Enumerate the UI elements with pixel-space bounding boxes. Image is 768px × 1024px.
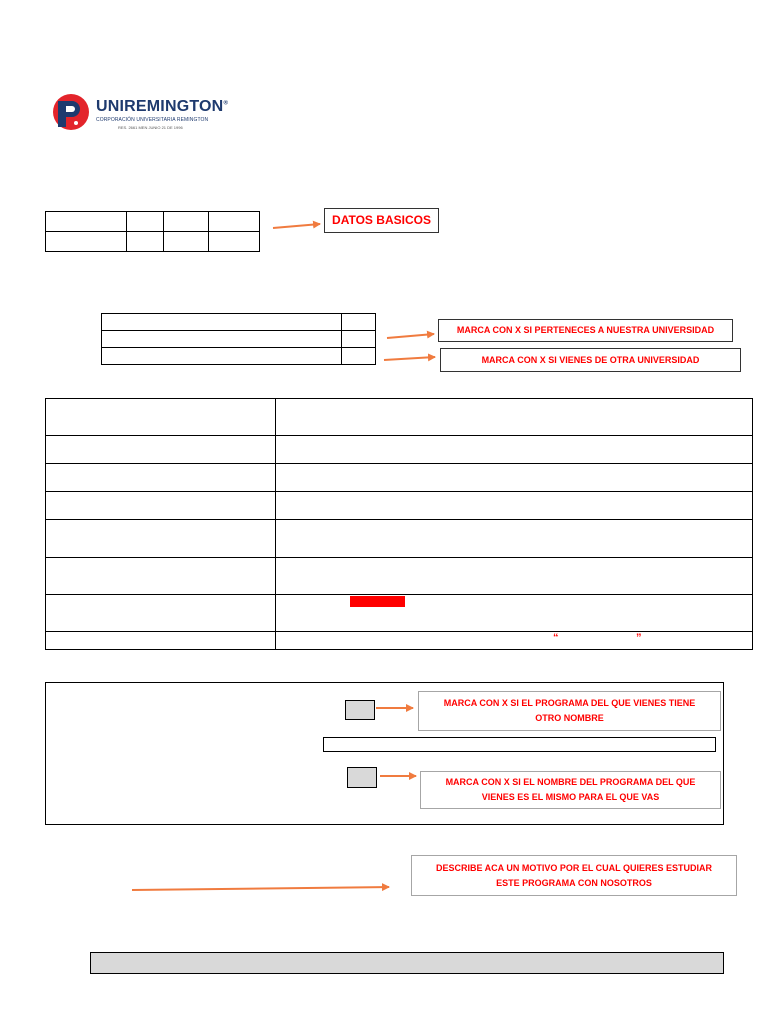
- program-other-name-checkbox[interactable]: [345, 700, 375, 720]
- field-value-cell[interactable]: [276, 464, 753, 492]
- date-cell[interactable]: [209, 212, 260, 232]
- logo-resolution: RES. 2661 MEN JUNIO 21 DE 1996: [118, 125, 183, 130]
- table-row: [46, 399, 753, 436]
- date-cell[interactable]: [46, 212, 127, 232]
- field-value-cell[interactable]: [276, 558, 753, 595]
- note-programa-otro-nombre: MARCA CON X SI EL PROGRAMA DEL QUE VIENES TIENE OTRO NOMBRE: [418, 691, 721, 731]
- field-value-cell[interactable]: [276, 632, 753, 650]
- mark-cell[interactable]: [342, 331, 376, 348]
- table-row: [46, 520, 753, 558]
- university-table: [101, 313, 376, 365]
- logo-name: UNIREMINGTON®: [96, 98, 229, 115]
- field-value-cell[interactable]: [276, 595, 753, 632]
- field-label-cell: [46, 632, 276, 650]
- note-datos-basicos: DATOS BASICOS: [324, 208, 439, 233]
- option-label-cell: [102, 314, 342, 331]
- note-programa-mismo-nombre: MARCA CON X SI EL NOMBRE DEL PROGRAMA DEL QUE VIENES ES EL MISMO PARA EL QUE VAS: [420, 771, 721, 809]
- arrow-otra-universidad: [384, 357, 435, 360]
- open-quote: “: [553, 632, 559, 644]
- field-label-cell: [46, 558, 276, 595]
- program-name-field[interactable]: [323, 737, 716, 752]
- table-row: [102, 331, 376, 348]
- date-cell[interactable]: [164, 232, 209, 252]
- date-cell[interactable]: [209, 232, 260, 252]
- field-label-cell: [46, 595, 276, 632]
- field-label-cell: [46, 464, 276, 492]
- bottom-field-bar[interactable]: [90, 952, 724, 974]
- mark-cell[interactable]: [342, 348, 376, 365]
- field-value-cell[interactable]: [276, 492, 753, 520]
- date-table: [45, 211, 260, 252]
- info-table: [45, 398, 753, 650]
- table-row: [46, 632, 753, 650]
- date-cell[interactable]: [46, 232, 127, 252]
- option-label-cell: [102, 331, 342, 348]
- logo-icon: [52, 93, 90, 131]
- arrow-motivo: [132, 887, 389, 890]
- red-highlight-mark: [350, 596, 405, 607]
- field-value-cell[interactable]: [276, 399, 753, 436]
- option-label-cell: [102, 348, 342, 365]
- date-cell[interactable]: [127, 212, 164, 232]
- field-value-cell[interactable]: [276, 520, 753, 558]
- field-label-cell: [46, 520, 276, 558]
- close-quote: ”: [636, 632, 642, 644]
- table-row: [102, 314, 376, 331]
- field-value-cell[interactable]: [276, 436, 753, 464]
- field-label-cell: [46, 492, 276, 520]
- date-cell[interactable]: [164, 212, 209, 232]
- arrow-datos-basicos: [273, 224, 320, 228]
- field-label-cell: [46, 436, 276, 464]
- note-motivo: DESCRIBE ACA UN MOTIVO POR EL CUAL QUIERES ESTUDIAR ESTE PROGRAMA CON NOSOTROS: [411, 855, 737, 896]
- field-label-cell: [46, 399, 276, 436]
- note-pertenece: MARCA CON X SI PERTENECES A NUESTRA UNIVERSIDAD: [438, 319, 733, 342]
- table-row: [46, 436, 753, 464]
- table-row: [46, 464, 753, 492]
- date-cell[interactable]: [127, 232, 164, 252]
- note-otra-universidad: MARCA CON X SI VIENES DE OTRA UNIVERSIDAD: [440, 348, 741, 372]
- logo-subtitle: CORPORACIÓN UNIVERSITARIA REMINGTON: [96, 117, 209, 123]
- mark-cell[interactable]: [342, 314, 376, 331]
- arrow-pertenece: [387, 334, 434, 338]
- table-row: [46, 558, 753, 595]
- table-row: [46, 232, 260, 252]
- program-same-name-checkbox[interactable]: [347, 767, 377, 788]
- table-row: [46, 492, 753, 520]
- table-row: [46, 212, 260, 232]
- table-row: [102, 348, 376, 365]
